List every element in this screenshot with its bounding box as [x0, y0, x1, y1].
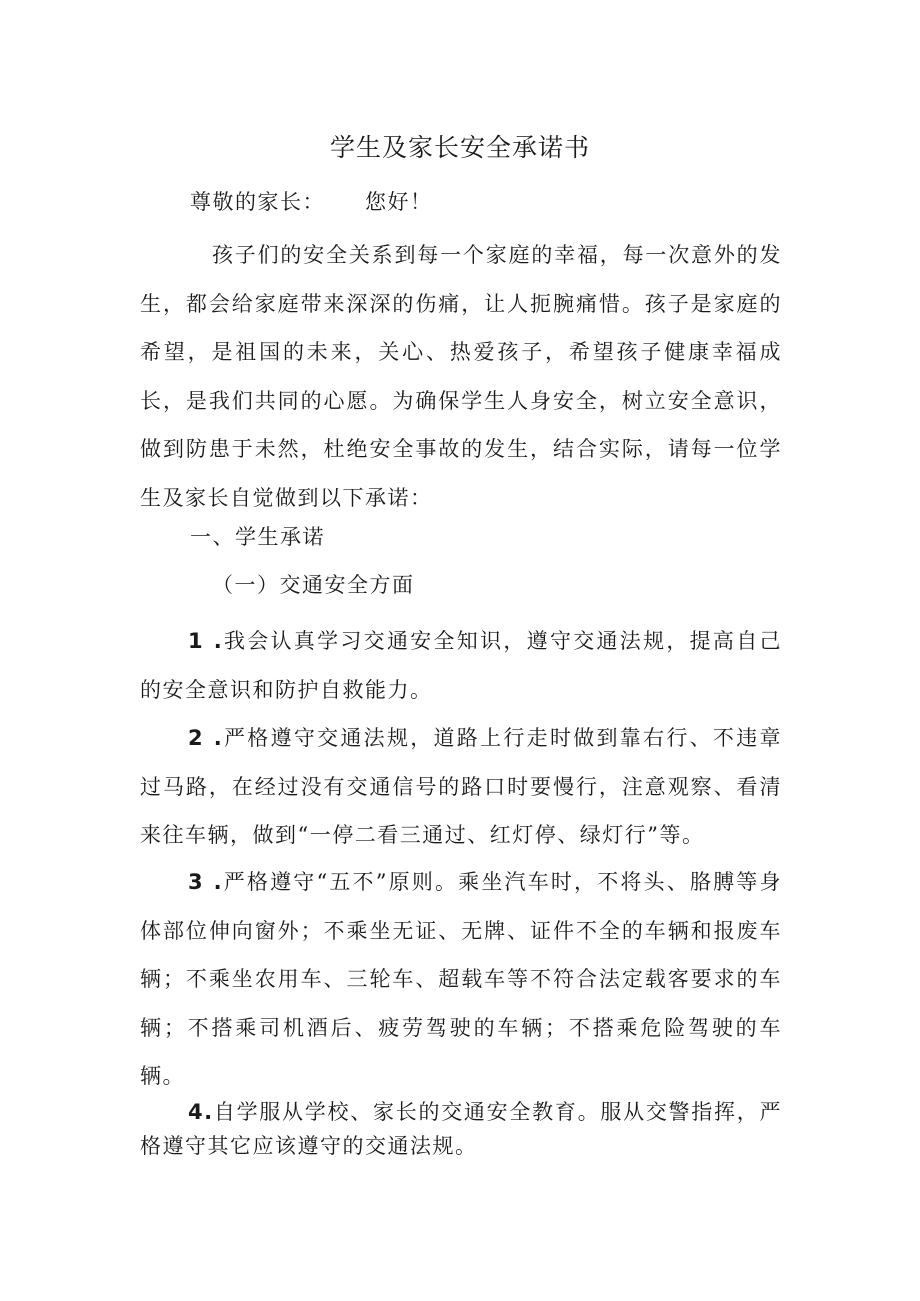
document-title: 学生及家长安全承诺书 — [329, 133, 590, 162]
item-text: 严格遵守“五不”原则。乘坐汽车时，不将头、胳膊等身体部位伸向窗外；不乘坐无证、无牌、证件不全的车辆和报废车辆；不乘坐农用车、三轮车、超载车等不符合法定载客要求的车辆；不搭乘司机酒后、疲劳驾驶的车辆；不搭乘危险驾驶的车辆。 — [140, 870, 782, 1088]
item-text: 我会认真学习交通安全知识，遵守交通法规，提高自己的安全意识和防护自救能力。 — [140, 629, 782, 702]
item-number: 1 . — [188, 629, 224, 653]
item-number: 2 . — [188, 726, 224, 750]
intro-paragraph: 孩子们的安全关系到每一个家庭的幸福，每一次意外的发生，都会给家庭带来深深的伤痛，让人扼腕痛惜。孩子是家庭的希望，是祖国的未来，关心、热爱孩子，希望孩子健康幸福成长，是我们共同的心愿。为确保学生人身安全，树立安全意识，做到防患于未然，杜绝安全事故的发生，结合实际，请每一位学生及家长自觉做到以下承诺： — [140, 243, 782, 510]
subsection-heading: （一）交通安全方面 — [212, 573, 415, 597]
commitment-item-2 — [140, 714, 782, 860]
greeting-hello: 您好！ — [365, 190, 433, 214]
commitment-item-3 — [140, 858, 782, 1101]
greeting-salutation: 尊敬的家长： — [190, 190, 325, 214]
item-number: 4. — [188, 1100, 214, 1124]
commitment-item-1 — [140, 617, 782, 714]
greeting-line — [190, 186, 832, 216]
item-text: 自学服从学校、家长的交通安全教育。服从交警指挥，严格遵守其它应该遵守的交通法规。 — [140, 1100, 782, 1158]
commitment-item-4 — [140, 1095, 782, 1163]
section-heading: 一、学生承诺 — [190, 525, 325, 549]
item-text: 严格遵守交通法规，道路上行走时做到靠右行、不违章过马路，在经过没有交通信号的路口时要慢行，注意观察、看清来往车辆，做到“一停二看三通过、红灯停、绿灯行”等。 — [140, 726, 782, 847]
item-number: 3 . — [188, 870, 224, 894]
